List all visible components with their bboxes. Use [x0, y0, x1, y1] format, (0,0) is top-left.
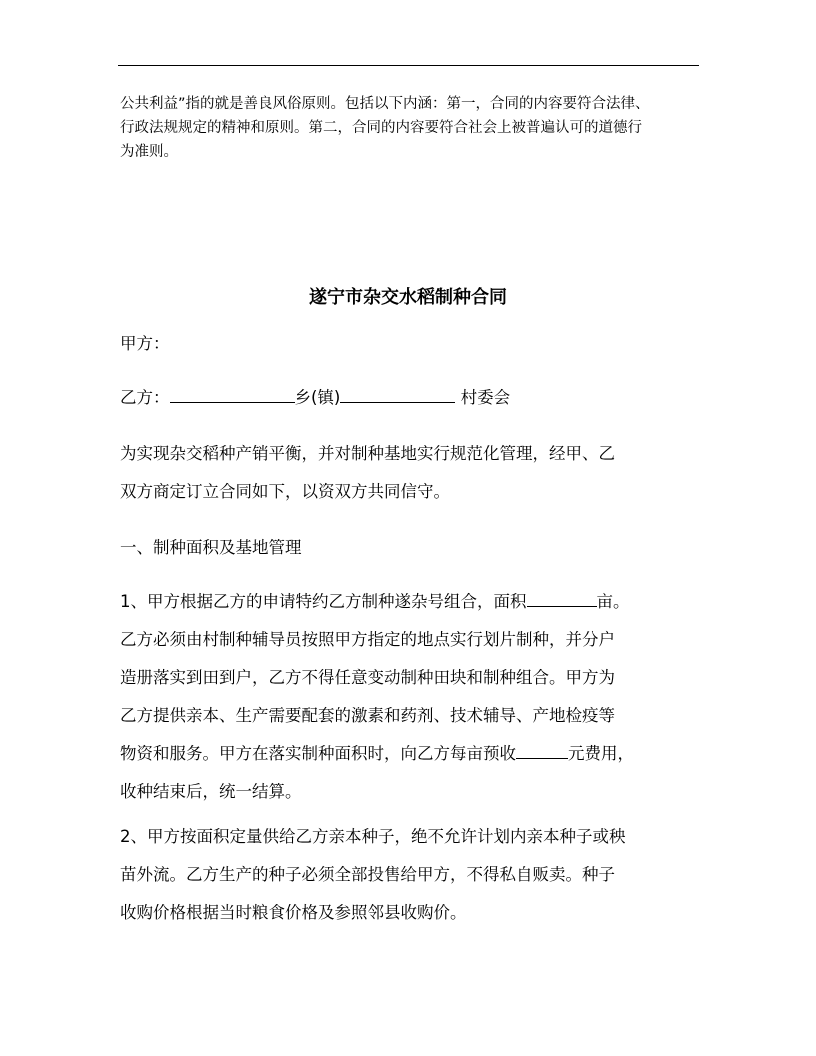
intro-paragraph — [120, 92, 720, 164]
section-heading-text: 一、制种面积及基地管理 — [120, 538, 302, 557]
township-label: 乡(镇) — [294, 388, 341, 407]
clause-2 — [120, 823, 760, 937]
clause-line: 收种结束后，统一结算。 — [120, 782, 302, 801]
clause-1 — [120, 588, 760, 816]
clause-text: 物资和服务。甲方在落实制种面积时，向乙方每亩预收 — [120, 744, 516, 763]
intro-line: 为准则。 — [120, 144, 178, 160]
intro-line: 公共利益”指的就是善良风俗原则。包括以下内涵：第一，合同的内容要符合法律、 — [120, 96, 650, 112]
contract-title: 遂宁市杂交水稻制种合同 — [309, 287, 507, 308]
clause-line — [120, 588, 760, 626]
clause-line: 收购价格根据当时粮食价格及参照邻县收购价。 — [120, 903, 467, 922]
clause-line — [120, 740, 760, 778]
preamble-line: 双方商定订立合同如下，以资双方共同信守。 — [120, 482, 450, 501]
clause-line: 苗外流。乙方生产的种子必须全部投售给甲方，不得私自贩卖。种子 — [120, 865, 615, 884]
clause-line: 造册落实到田到户，乙方不得任意变动制种田块和制种组合。甲方为 — [120, 668, 615, 687]
village-blank — [340, 384, 455, 403]
party-b-row — [120, 384, 760, 422]
party-b-label: 乙方： — [120, 388, 170, 407]
clause-line: 2、甲方按面积定量供给乙方亲本种子，绝不允许计划内亲本种子或秧 — [120, 827, 626, 846]
area-blank — [527, 588, 597, 607]
clause-text: 元费用， — [568, 744, 634, 763]
fee-blank — [516, 740, 568, 759]
section1-heading — [120, 534, 760, 572]
clause-text: 亩。 — [596, 592, 630, 611]
clause-line: 乙方必须由村制种辅导员按照甲方指定的地点实行划片制种，并分户 — [120, 630, 615, 649]
preamble-paragraph — [120, 440, 760, 516]
intro-line: 行政法规规定的精神和原则。第二，合同的内容要符合社会上被普遍认可的道德行 — [120, 120, 642, 136]
party-b-line — [120, 384, 760, 422]
party-a-label: 甲方： — [120, 334, 170, 353]
party-a-line — [120, 330, 760, 368]
clause-line: 乙方提供亲本、生产需要配套的激素和药剂、技术辅导、产地检疫等 — [120, 706, 615, 725]
township-blank — [170, 384, 295, 403]
header-rule — [118, 65, 699, 66]
village-label: 村委会 — [460, 388, 511, 407]
preamble-line: 为实现杂交稻种产销平衡，并对制种基地实行规范化管理，经甲、乙 — [120, 444, 615, 463]
clause-text: 1、甲方根据乙方的申请特约乙方制种遂杂号组合，面积 — [120, 592, 527, 611]
